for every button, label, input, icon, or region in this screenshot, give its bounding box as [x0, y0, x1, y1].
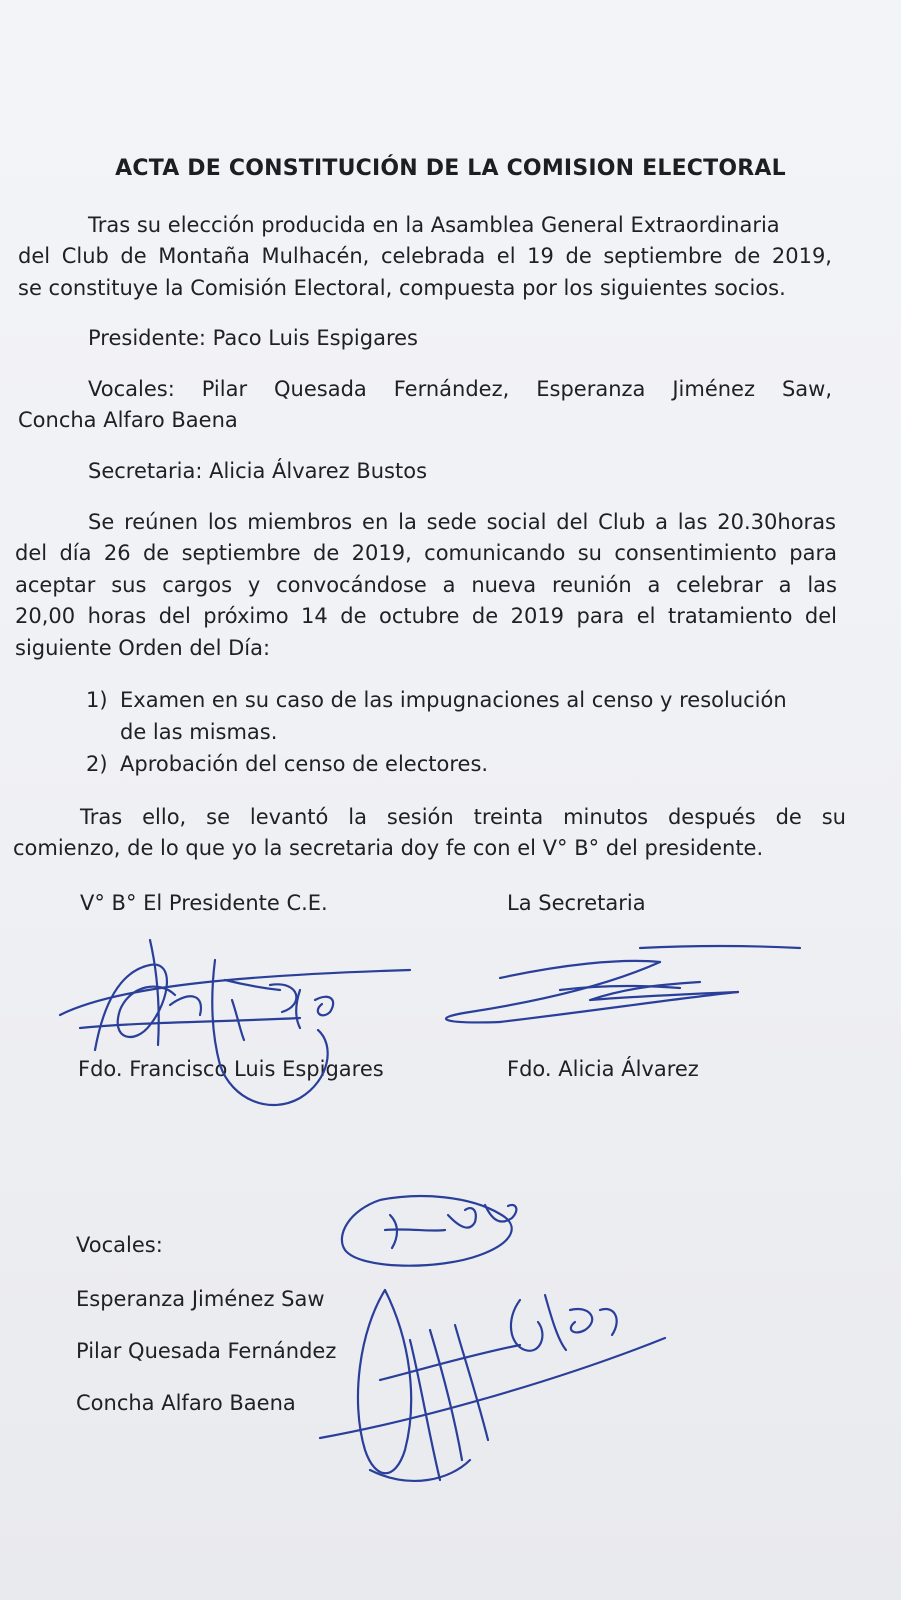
- document-title: ACTA DE CONSTITUCIÓN DE LA COMISION ELECTORAL: [115, 156, 786, 181]
- reunion-line-5: siguiente Orden del Día:: [15, 636, 271, 660]
- orden-item-2-line-1: Aprobación del censo de electores.: [120, 752, 489, 776]
- reunion-line-2: del día 26 de septiembre de 2019, comunicando su consentimiento para: [15, 541, 837, 565]
- intro-line-3: se constituye la Comisión Electoral, compuesta por los siguientes socios.: [18, 276, 786, 300]
- presidente-fdo: Fdo. Francisco Luis Espigares: [78, 1057, 384, 1081]
- secretaria-signature-label: La Secretaria: [507, 891, 646, 915]
- vocales-line-1: Vocales: Pilar Quesada Fernández, Esperanza Jiménez Saw,: [88, 377, 832, 401]
- intro-line-1: Tras su elección producida en la Asamblea General Extraordinaria: [88, 213, 780, 237]
- intro-line-2: del Club de Montaña Mulhacén, celebrada el 19 de septiembre de 2019,: [18, 244, 832, 268]
- orden-item-2-number: 2): [86, 752, 108, 776]
- secretaria-line: Secretaria: Alicia Álvarez Bustos: [88, 459, 428, 483]
- reunion-line-4: 20,00 horas del próximo 14 de octubre de 2019 para el tratamiento del: [15, 604, 837, 628]
- vocales-signatures: [320, 1196, 665, 1481]
- secretaria-fdo: Fdo. Alicia Álvarez: [507, 1057, 699, 1081]
- cierre-line-2: comienzo, de lo que yo la secretaria doy fe con el V° B° del presidente.: [13, 836, 764, 860]
- vocal-name-2: Pilar Quesada Fernández: [76, 1339, 337, 1363]
- vocal-name-1: Esperanza Jiménez Saw: [76, 1287, 325, 1311]
- vocal-name-3: Concha Alfaro Baena: [76, 1391, 296, 1415]
- orden-item-1-line-2: de las mismas.: [120, 720, 278, 744]
- secretaria-signature: [446, 946, 800, 1022]
- orden-item-1-line-1: Examen en su caso de las impugnaciones al censo y resolución: [120, 688, 787, 712]
- orden-item-1-number: 1): [86, 688, 108, 712]
- vocales-signature-label: Vocales:: [76, 1233, 163, 1257]
- vocales-line-2: Concha Alfaro Baena: [18, 408, 238, 432]
- reunion-line-3: aceptar sus cargos y convocándose a nueva reunión a celebrar a las: [15, 573, 837, 597]
- presidente-signature-label: V° B° El Presidente C.E.: [80, 891, 328, 915]
- reunion-line-1: Se reúnen los miembros en la sede social del Club a las 20.30horas: [88, 510, 836, 534]
- presidente-line: Presidente: Paco Luis Espigares: [88, 326, 418, 350]
- cierre-line-1: Tras ello, se levantó la sesión treinta minutos después de su: [80, 805, 846, 829]
